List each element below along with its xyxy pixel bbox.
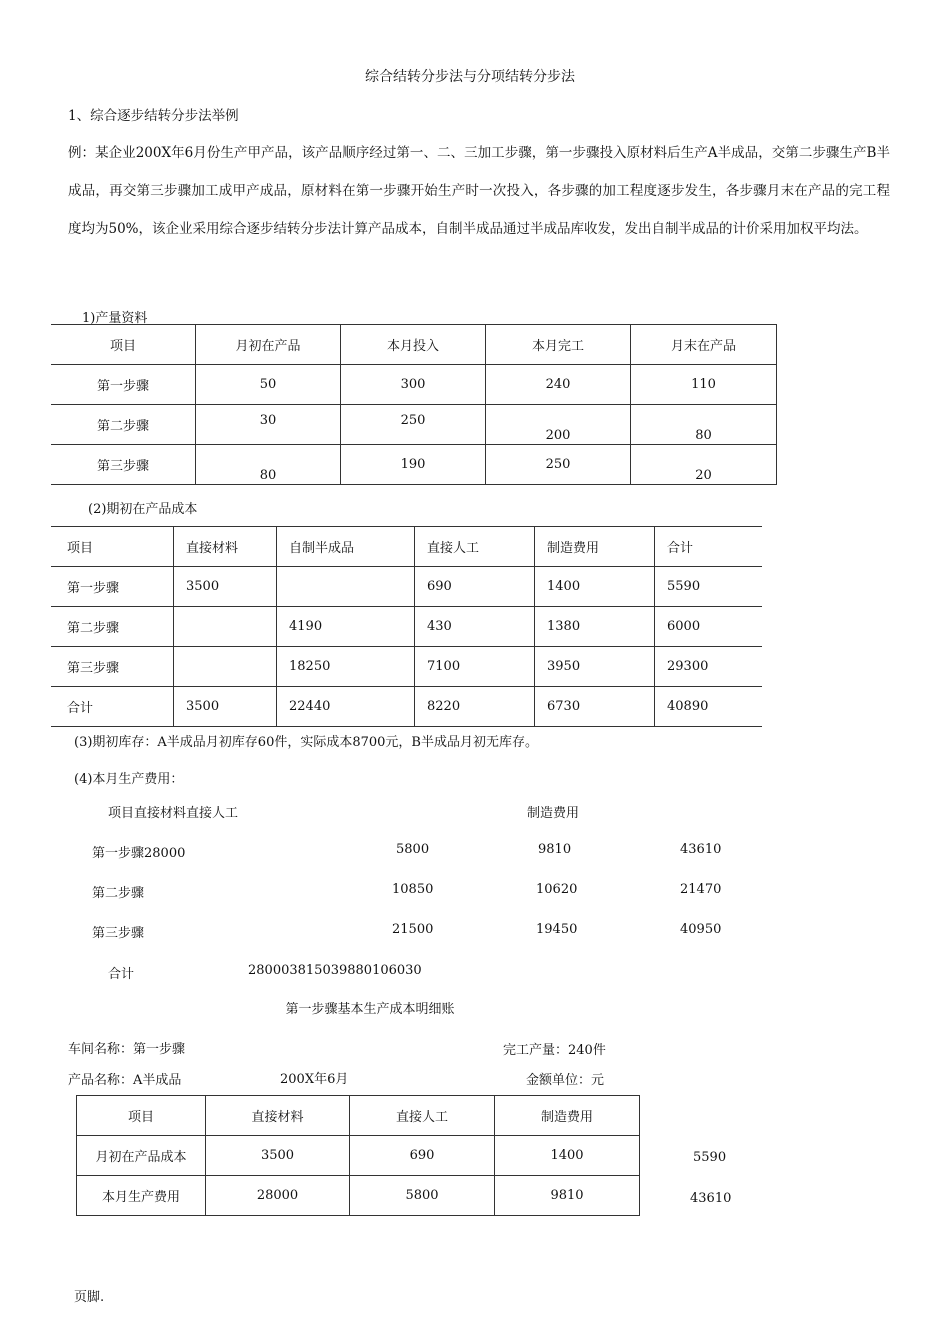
cost-row-label: 第三步骤 xyxy=(92,926,145,941)
opening-inventory-note: (3)期初库存：A半成品月初库存60件，实际成本8700元，B半成品月初无库存。 xyxy=(74,735,538,750)
table-cell: 250 xyxy=(486,445,631,485)
table-row xyxy=(51,405,777,445)
table-cell: 3500 xyxy=(206,1136,350,1176)
table-cell: 690 xyxy=(415,567,535,607)
table-cell xyxy=(486,405,631,445)
example-paragraph: 例：某企业200X年6月份生产甲产品，该产品顺序经过第一、二、三加工步骤，第一步骤投入原材料后生产A半成品，交第二步骤生产B半成品，再交第三步骤加工成甲产成品，原材料在第一步骤开始生产时一次投入，各步骤的加工程度逐步发生，各步骤月末在产品的完工程度均为50%，该企业采用综合逐步结转分步法计算产品成本，自制半成品通过半成品库收发，发出自制半成品的计价采用加权平均法。 xyxy=(68,145,890,237)
table-header-cell: 直接材料 xyxy=(174,527,277,567)
table-cell: 第二步骤 xyxy=(51,405,196,445)
table-header-cell: 直接人工 xyxy=(415,527,535,567)
cell-value: 200 xyxy=(545,428,571,443)
cost-row-value: 9810 xyxy=(538,842,572,857)
table-cell: 690 xyxy=(350,1136,495,1176)
table-cell: 240 xyxy=(486,365,631,405)
ledger-title: 第一步骤基本生产成本明细账 xyxy=(285,1002,455,1017)
table-header-cell: 本月完工 xyxy=(486,325,631,365)
costs-header-left: 项目直接材料直接人工 xyxy=(108,806,239,821)
table-cell: 29300 xyxy=(655,647,763,687)
cost-row-value: 19450 xyxy=(536,922,578,937)
cell-value: 80 xyxy=(259,468,277,483)
ledger-date: 200X年6月 xyxy=(280,1072,349,1087)
table-row xyxy=(77,1136,640,1176)
table-cell: 22440 xyxy=(277,687,415,727)
table-cell xyxy=(174,647,277,687)
table-header-row xyxy=(51,325,777,365)
table-cell xyxy=(341,405,486,445)
table-cell xyxy=(631,445,777,485)
cost-total-label: 合计 xyxy=(108,967,135,982)
workshop-name: 车间名称：第一步骤 xyxy=(68,1042,186,1057)
table-cell: 3500 xyxy=(174,567,277,607)
table-header-cell: 月末在产品 xyxy=(631,325,777,365)
cost-row-value: 21470 xyxy=(680,882,722,897)
cost-row-value: 10850 xyxy=(392,882,434,897)
production-costs-heading: (4)本月生产费用： xyxy=(74,772,184,787)
cost-total-value: 280003815039880106030 xyxy=(248,963,422,978)
table-cell: 5800 xyxy=(350,1176,495,1216)
table-row xyxy=(51,687,762,727)
table1-caption: 1)产量资料 xyxy=(82,311,148,326)
cost-row-value: 21500 xyxy=(392,922,434,937)
cost-row-label: 第一步骤28000 xyxy=(92,846,186,861)
table-row xyxy=(77,1176,640,1216)
table-cell: 3950 xyxy=(535,647,655,687)
table-cell: 28000 xyxy=(206,1176,350,1216)
table-cell: 9810 xyxy=(495,1176,640,1216)
table-cell: 1380 xyxy=(535,607,655,647)
table-header-cell: 项目 xyxy=(51,325,196,365)
cost-ledger-table xyxy=(76,1095,640,1216)
table-cell: 第一步骤 xyxy=(51,567,174,607)
table-row xyxy=(51,607,762,647)
costs-header-right: 制造费用 xyxy=(527,806,580,821)
table-cell xyxy=(196,405,341,445)
table2-caption: (2)期初在产品成本 xyxy=(88,502,198,517)
opening-wip-cost-table xyxy=(51,526,762,727)
table-cell: 50 xyxy=(196,365,341,405)
table-cell: 6730 xyxy=(535,687,655,727)
table-header-cell: 月初在产品 xyxy=(196,325,341,365)
table-cell: 第三步骤 xyxy=(51,445,196,485)
table-cell: 合计 xyxy=(51,687,174,727)
cell-value: 250 xyxy=(400,413,426,428)
table-cell: 190 xyxy=(341,445,486,485)
cost-row-value: 10620 xyxy=(536,882,578,897)
table-cell: 8220 xyxy=(415,687,535,727)
table-cell: 6000 xyxy=(655,607,763,647)
table-cell: 第二步骤 xyxy=(51,607,174,647)
cell-value: 30 xyxy=(259,413,277,428)
table-header-cell: 本月投入 xyxy=(341,325,486,365)
table-header-cell: 自制半成品 xyxy=(277,527,415,567)
table-cell: 1400 xyxy=(535,567,655,607)
table-row xyxy=(51,647,762,687)
table-row xyxy=(51,445,777,485)
ledger-row-total: 43610 xyxy=(690,1191,732,1206)
table-cell: 5590 xyxy=(655,567,763,607)
table-header-cell: 合计 xyxy=(655,527,763,567)
cost-row-value: 40950 xyxy=(680,922,722,937)
table-cell: 1400 xyxy=(495,1136,640,1176)
table-cell: 本月生产费用 xyxy=(77,1176,206,1216)
table-cell: 月初在产品成本 xyxy=(77,1136,206,1176)
section-heading: 1、综合逐步结转分步法举例 xyxy=(68,108,239,124)
table-header-row xyxy=(51,527,762,567)
amount-unit: 金额单位：元 xyxy=(526,1073,605,1088)
table-cell: 7100 xyxy=(415,647,535,687)
table-cell xyxy=(631,405,777,445)
cell-value: 80 xyxy=(695,428,712,443)
table-cell: 300 xyxy=(341,365,486,405)
cost-row-value: 43610 xyxy=(680,842,722,857)
table-header-cell: 直接材料 xyxy=(206,1096,350,1136)
cost-row-value: 5800 xyxy=(396,842,430,857)
output-quantity: 完工产量：240件 xyxy=(503,1043,606,1058)
table-row xyxy=(51,567,762,607)
table-cell: 110 xyxy=(631,365,777,405)
table-header-row xyxy=(77,1096,640,1136)
table-cell: 3500 xyxy=(174,687,277,727)
table-cell xyxy=(174,607,277,647)
page-title: 综合结转分步法与分项结转分步法 xyxy=(365,69,575,85)
page-footer: 页脚. xyxy=(74,1290,105,1305)
table-header-cell: 项目 xyxy=(77,1096,206,1136)
product-name: 产品名称：A半成品 xyxy=(68,1073,182,1088)
table-cell xyxy=(196,445,341,485)
ledger-row-total: 5590 xyxy=(693,1150,727,1165)
table-cell: 4190 xyxy=(277,607,415,647)
table-header-cell: 直接人工 xyxy=(350,1096,495,1136)
table-cell: 第三步骤 xyxy=(51,647,174,687)
cell-value: 20 xyxy=(695,468,712,483)
table-cell xyxy=(277,567,415,607)
table-cell: 第一步骤 xyxy=(51,365,196,405)
table-row xyxy=(51,365,777,405)
table-cell: 430 xyxy=(415,607,535,647)
cost-row-label: 第二步骤 xyxy=(92,886,145,901)
table-cell: 18250 xyxy=(277,647,415,687)
production-volume-table xyxy=(51,324,777,485)
table-header-cell: 制造费用 xyxy=(495,1096,640,1136)
table-header-cell: 制造费用 xyxy=(535,527,655,567)
table-header-cell: 项目 xyxy=(51,527,174,567)
table-cell: 40890 xyxy=(655,687,763,727)
